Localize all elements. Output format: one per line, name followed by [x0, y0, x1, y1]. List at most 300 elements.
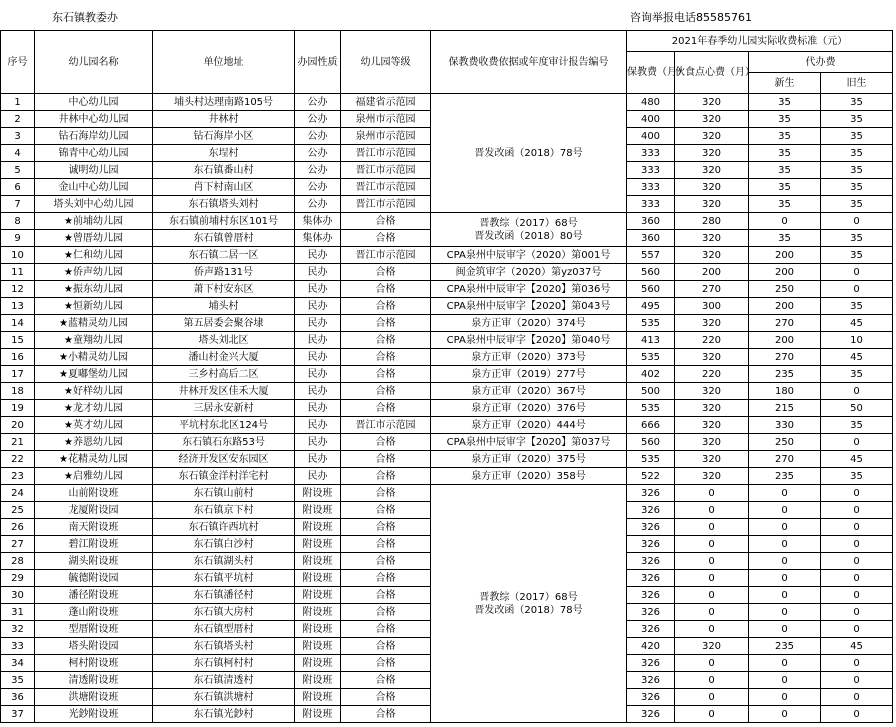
cell-tuition: 400 — [627, 111, 675, 128]
cell-basis-merged: 晋发改函（2018）78号 — [431, 94, 627, 213]
cell-new: 35 — [749, 128, 821, 145]
cell-name: 毓德附设园 — [35, 570, 153, 587]
cell-tuition: 360 — [627, 213, 675, 230]
cell-tuition: 326 — [627, 587, 675, 604]
cell-basis: 泉方正审（2019）277号 — [431, 366, 627, 383]
cell-meal: 320 — [675, 179, 749, 196]
cell-new: 0 — [749, 519, 821, 536]
table-row — [1, 417, 893, 434]
cell-tuition: 333 — [627, 162, 675, 179]
table-row — [1, 94, 893, 111]
cell-address: 侨声路131号 — [153, 264, 295, 281]
cell-grade: 合格 — [341, 434, 431, 451]
cell-address: 东石镇塔头刘村 — [153, 196, 295, 213]
cell-grade: 合格 — [341, 315, 431, 332]
cell-old: 45 — [821, 451, 893, 468]
cell-new: 0 — [749, 213, 821, 230]
cell-name: 潘径附设班 — [35, 587, 153, 604]
basis-line: 晋教综（2017）68号 — [479, 591, 578, 603]
cell-meal: 320 — [675, 434, 749, 451]
cell-old: 35 — [821, 162, 893, 179]
cell-nature: 民办 — [295, 468, 341, 485]
cell-tuition: 402 — [627, 366, 675, 383]
cell-grade: 合格 — [341, 604, 431, 621]
cell-new: 235 — [749, 638, 821, 655]
basis-line: 晋发改函（2018）80号 — [474, 230, 583, 242]
cell-new: 35 — [749, 145, 821, 162]
cell-grade: 合格 — [341, 536, 431, 553]
col-meal: 伙食点心费（月） — [675, 52, 749, 94]
cell-name: ★花精灵幼儿园 — [35, 451, 153, 468]
cell-tuition: 557 — [627, 247, 675, 264]
cell-no: 3 — [1, 128, 35, 145]
cell-old: 35 — [821, 230, 893, 247]
cell-no: 25 — [1, 502, 35, 519]
cell-address: 东石镇番山村 — [153, 162, 295, 179]
table-row — [1, 281, 893, 298]
cell-no: 26 — [1, 519, 35, 536]
table-body — [1, 94, 893, 723]
cell-nature: 民办 — [295, 332, 341, 349]
cell-name: ★侨声幼儿园 — [35, 264, 153, 281]
cell-grade: 合格 — [341, 638, 431, 655]
cell-old: 10 — [821, 332, 893, 349]
cell-new: 200 — [749, 332, 821, 349]
cell-no: 34 — [1, 655, 35, 672]
cell-basis: 泉方正审（2020）374号 — [431, 315, 627, 332]
col-agency: 代办费 — [749, 52, 893, 73]
cell-nature: 附设班 — [295, 706, 341, 723]
cell-tuition: 495 — [627, 298, 675, 315]
cell-old: 0 — [821, 621, 893, 638]
cell-no: 9 — [1, 230, 35, 247]
cell-meal: 0 — [675, 587, 749, 604]
cell-basis: 泉方正审（2020）444号 — [431, 417, 627, 434]
cell-new: 250 — [749, 434, 821, 451]
cell-nature: 民办 — [295, 434, 341, 451]
cell-nature: 民办 — [295, 366, 341, 383]
cell-tuition: 326 — [627, 570, 675, 587]
cell-old: 35 — [821, 366, 893, 383]
table-row — [1, 247, 893, 264]
cell-address: 东石镇前埔村东区101号 — [153, 213, 295, 230]
cell-tuition: 326 — [627, 706, 675, 723]
cell-tuition: 326 — [627, 689, 675, 706]
cell-no: 32 — [1, 621, 35, 638]
cell-new: 0 — [749, 485, 821, 502]
basis-line: 晋发改函（2018）78号 — [474, 604, 583, 616]
cell-grade: 合格 — [341, 468, 431, 485]
cell-old: 35 — [821, 128, 893, 145]
col-fee-standard: 2021年春季幼儿园实际收费标准（元） — [627, 31, 893, 52]
cell-old: 35 — [821, 468, 893, 485]
cell-grade: 合格 — [341, 213, 431, 230]
cell-address: 东埕村 — [153, 145, 295, 162]
cell-meal: 320 — [675, 468, 749, 485]
cell-old: 0 — [821, 587, 893, 604]
cell-tuition: 333 — [627, 179, 675, 196]
cell-nature: 附设班 — [295, 672, 341, 689]
cell-no: 30 — [1, 587, 35, 604]
cell-grade: 福建省示范园 — [341, 94, 431, 111]
cell-nature: 公办 — [295, 162, 341, 179]
cell-nature: 公办 — [295, 179, 341, 196]
cell-address: 经济开发区安东园区 — [153, 451, 295, 468]
cell-no: 20 — [1, 417, 35, 434]
cell-name: ★仁和幼儿园 — [35, 247, 153, 264]
cell-tuition: 326 — [627, 672, 675, 689]
cell-tuition: 326 — [627, 655, 675, 672]
cell-address: 三居永安新村 — [153, 400, 295, 417]
cell-meal: 280 — [675, 213, 749, 230]
cell-new: 0 — [749, 587, 821, 604]
cell-meal: 220 — [675, 366, 749, 383]
col-basis: 保教费收费依据或年度审计报告编号 — [431, 31, 627, 94]
cell-tuition: 560 — [627, 281, 675, 298]
cell-grade: 合格 — [341, 502, 431, 519]
cell-new: 35 — [749, 179, 821, 196]
table-row — [1, 315, 893, 332]
cell-grade: 合格 — [341, 281, 431, 298]
cell-name: ★恒新幼儿园 — [35, 298, 153, 315]
col-old: 旧生 — [821, 73, 893, 94]
cell-name: ★前埔幼儿园 — [35, 213, 153, 230]
cell-meal: 0 — [675, 672, 749, 689]
col-name: 幼儿园名称 — [35, 31, 153, 94]
cell-old: 35 — [821, 111, 893, 128]
cell-no: 8 — [1, 213, 35, 230]
cell-tuition: 560 — [627, 264, 675, 281]
cell-no: 18 — [1, 383, 35, 400]
cell-meal: 320 — [675, 451, 749, 468]
cell-no: 13 — [1, 298, 35, 315]
cell-meal: 320 — [675, 349, 749, 366]
cell-grade: 晋江市示范园 — [341, 247, 431, 264]
cell-meal: 320 — [675, 315, 749, 332]
cell-name: 清透附设班 — [35, 672, 153, 689]
cell-tuition: 535 — [627, 451, 675, 468]
cell-meal: 320 — [675, 247, 749, 264]
cell-no: 10 — [1, 247, 35, 264]
cell-name: 诚明幼儿园 — [35, 162, 153, 179]
cell-name: 蓬山附设班 — [35, 604, 153, 621]
cell-meal: 320 — [675, 417, 749, 434]
cell-tuition: 360 — [627, 230, 675, 247]
cell-grade: 晋江市示范园 — [341, 162, 431, 179]
cell-grade: 合格 — [341, 451, 431, 468]
cell-old: 35 — [821, 247, 893, 264]
cell-name: ★童翔幼儿园 — [35, 332, 153, 349]
cell-nature: 民办 — [295, 383, 341, 400]
cell-name: 湖头附设班 — [35, 553, 153, 570]
cell-new: 250 — [749, 281, 821, 298]
cell-address: 肖下村南山区 — [153, 179, 295, 196]
cell-name: 洪塘附设班 — [35, 689, 153, 706]
cell-meal: 320 — [675, 94, 749, 111]
cell-no: 19 — [1, 400, 35, 417]
cell-grade: 合格 — [341, 332, 431, 349]
cell-nature: 附设班 — [295, 638, 341, 655]
col-grade: 幼儿园等级 — [341, 31, 431, 94]
cell-name: 型厝附设班 — [35, 621, 153, 638]
cell-meal: 320 — [675, 162, 749, 179]
cell-old: 0 — [821, 672, 893, 689]
cell-meal: 0 — [675, 689, 749, 706]
cell-tuition: 480 — [627, 94, 675, 111]
cell-address: 东石镇光鈔村 — [153, 706, 295, 723]
table-header — [1, 31, 893, 94]
cell-tuition: 333 — [627, 196, 675, 213]
cell-old: 35 — [821, 94, 893, 111]
cell-no: 1 — [1, 94, 35, 111]
cell-meal: 270 — [675, 281, 749, 298]
cell-meal: 200 — [675, 264, 749, 281]
cell-basis: CPA泉州中辰审字（2020）第001号 — [431, 247, 627, 264]
cell-old: 0 — [821, 536, 893, 553]
cell-no: 14 — [1, 315, 35, 332]
cell-tuition: 560 — [627, 434, 675, 451]
cell-meal: 0 — [675, 502, 749, 519]
cell-name: 光鈔附设班 — [35, 706, 153, 723]
cell-grade: 合格 — [341, 485, 431, 502]
cell-old: 0 — [821, 281, 893, 298]
cell-old: 35 — [821, 196, 893, 213]
cell-new: 0 — [749, 655, 821, 672]
cell-tuition: 326 — [627, 519, 675, 536]
cell-nature: 附设班 — [295, 621, 341, 638]
cell-meal: 320 — [675, 128, 749, 145]
cell-new: 200 — [749, 264, 821, 281]
cell-nature: 附设班 — [295, 570, 341, 587]
cell-tuition: 522 — [627, 468, 675, 485]
cell-meal: 220 — [675, 332, 749, 349]
cell-nature: 民办 — [295, 247, 341, 264]
col-tuition: 保教费（月） — [627, 52, 675, 94]
cell-no: 31 — [1, 604, 35, 621]
cell-name: 金山中心幼儿园 — [35, 179, 153, 196]
cell-name: 中心幼儿园 — [35, 94, 153, 111]
cell-tuition: 500 — [627, 383, 675, 400]
cell-grade: 晋江市示范园 — [341, 179, 431, 196]
cell-new: 270 — [749, 315, 821, 332]
cell-old: 0 — [821, 485, 893, 502]
cell-nature: 公办 — [295, 111, 341, 128]
cell-basis: 闽金筑审字（2020）第yz037号 — [431, 264, 627, 281]
cell-old: 0 — [821, 655, 893, 672]
cell-meal: 0 — [675, 621, 749, 638]
cell-tuition: 535 — [627, 349, 675, 366]
cell-grade: 晋江市示范园 — [341, 417, 431, 434]
cell-meal: 0 — [675, 706, 749, 723]
cell-address: 东石镇塔头村 — [153, 638, 295, 655]
cell-address: 塔头刘北区 — [153, 332, 295, 349]
cell-new: 0 — [749, 570, 821, 587]
cell-meal: 0 — [675, 570, 749, 587]
table-row — [1, 298, 893, 315]
cell-tuition: 326 — [627, 502, 675, 519]
cell-grade: 合格 — [341, 706, 431, 723]
cell-nature: 公办 — [295, 145, 341, 162]
cell-grade: 合格 — [341, 349, 431, 366]
cell-grade: 晋江市示范园 — [341, 145, 431, 162]
cell-address: 第五居委会聚谷埭 — [153, 315, 295, 332]
cell-grade: 合格 — [341, 264, 431, 281]
cell-new: 215 — [749, 400, 821, 417]
cell-new: 200 — [749, 298, 821, 315]
cell-address: 井林村 — [153, 111, 295, 128]
table-row — [1, 451, 893, 468]
cell-basis: 泉方正审（2020）376号 — [431, 400, 627, 417]
cell-meal: 300 — [675, 298, 749, 315]
cell-new: 0 — [749, 536, 821, 553]
cell-nature: 民办 — [295, 315, 341, 332]
col-nature: 办园性质 — [295, 31, 341, 94]
cell-address: 埔头村 — [153, 298, 295, 315]
cell-old: 35 — [821, 179, 893, 196]
cell-nature: 附设班 — [295, 655, 341, 672]
cell-address: 东石镇二居一区 — [153, 247, 295, 264]
cell-new: 270 — [749, 349, 821, 366]
cell-tuition: 666 — [627, 417, 675, 434]
cell-name: 井林中心幼儿园 — [35, 111, 153, 128]
cell-address: 东石镇平坑村 — [153, 570, 295, 587]
cell-grade: 泉州市示范园 — [341, 128, 431, 145]
table-row — [1, 383, 893, 400]
cell-address: 东石镇清透村 — [153, 672, 295, 689]
cell-no: 6 — [1, 179, 35, 196]
cell-old: 0 — [821, 604, 893, 621]
cell-old: 35 — [821, 145, 893, 162]
cell-nature: 附设班 — [295, 536, 341, 553]
table-row — [1, 400, 893, 417]
cell-nature: 附设班 — [295, 604, 341, 621]
cell-address: 东石镇白沙村 — [153, 536, 295, 553]
cell-tuition: 326 — [627, 536, 675, 553]
cell-nature: 附设班 — [295, 502, 341, 519]
cell-tuition: 326 — [627, 485, 675, 502]
cell-tuition: 333 — [627, 145, 675, 162]
cell-basis-merged — [431, 485, 627, 723]
cell-grade: 合格 — [341, 655, 431, 672]
cell-no: 29 — [1, 570, 35, 587]
cell-no: 4 — [1, 145, 35, 162]
cell-new: 180 — [749, 383, 821, 400]
cell-new: 0 — [749, 672, 821, 689]
cell-nature: 附设班 — [295, 519, 341, 536]
cell-no: 33 — [1, 638, 35, 655]
cell-no: 35 — [1, 672, 35, 689]
cell-tuition: 326 — [627, 604, 675, 621]
cell-name: ★小精灵幼儿园 — [35, 349, 153, 366]
cell-old: 35 — [821, 417, 893, 434]
cell-nature: 公办 — [295, 196, 341, 213]
cell-tuition: 420 — [627, 638, 675, 655]
cell-meal: 320 — [675, 196, 749, 213]
cell-nature: 附设班 — [295, 553, 341, 570]
cell-address: 东石镇潘径村 — [153, 587, 295, 604]
cell-address: 东石镇石东路53号 — [153, 434, 295, 451]
cell-basis: 泉方正审（2020）375号 — [431, 451, 627, 468]
cell-no: 5 — [1, 162, 35, 179]
cell-name: 龙厦附设园 — [35, 502, 153, 519]
cell-name: 钻石海岸幼儿园 — [35, 128, 153, 145]
cell-grade: 合格 — [341, 366, 431, 383]
cell-meal: 320 — [675, 383, 749, 400]
cell-old: 35 — [821, 298, 893, 315]
cell-grade: 合格 — [341, 298, 431, 315]
cell-name: 南天附设班 — [35, 519, 153, 536]
cell-nature: 民办 — [295, 264, 341, 281]
sheet-header — [0, 0, 896, 30]
table-row — [1, 366, 893, 383]
cell-address: 东石镇许西坑村 — [153, 519, 295, 536]
cell-address: 东石镇湖头村 — [153, 553, 295, 570]
cell-no: 23 — [1, 468, 35, 485]
cell-grade: 合格 — [341, 553, 431, 570]
cell-tuition: 326 — [627, 553, 675, 570]
table-row — [1, 213, 893, 230]
cell-new: 0 — [749, 502, 821, 519]
cell-tuition: 400 — [627, 128, 675, 145]
cell-old: 45 — [821, 349, 893, 366]
cell-nature: 民办 — [295, 417, 341, 434]
cell-new: 35 — [749, 111, 821, 128]
cell-no: 27 — [1, 536, 35, 553]
cell-grade: 合格 — [341, 400, 431, 417]
cell-new: 235 — [749, 468, 821, 485]
cell-nature: 民办 — [295, 400, 341, 417]
cell-nature: 附设班 — [295, 485, 341, 502]
cell-nature: 公办 — [295, 94, 341, 111]
cell-old: 0 — [821, 502, 893, 519]
cell-new: 235 — [749, 366, 821, 383]
cell-old: 0 — [821, 213, 893, 230]
cell-meal: 320 — [675, 400, 749, 417]
cell-name: ★蓝精灵幼儿园 — [35, 315, 153, 332]
cell-no: 36 — [1, 689, 35, 706]
cell-name: ★好样幼儿园 — [35, 383, 153, 400]
cell-meal: 0 — [675, 485, 749, 502]
basis-line: 晋教综（2017）68号 — [479, 217, 578, 229]
cell-nature: 附设班 — [295, 689, 341, 706]
cell-basis: CPA泉州中辰审字【2020】第043号 — [431, 298, 627, 315]
cell-new: 270 — [749, 451, 821, 468]
col-no: 序号 — [1, 31, 35, 94]
cell-meal: 320 — [675, 638, 749, 655]
cell-address: 东石镇曾厝村 — [153, 230, 295, 247]
cell-name: ★振东幼儿园 — [35, 281, 153, 298]
cell-address: 潘山村金兴大厦 — [153, 349, 295, 366]
cell-old: 0 — [821, 570, 893, 587]
cell-name: ★曾厝幼儿园 — [35, 230, 153, 247]
cell-no: 21 — [1, 434, 35, 451]
cell-no: 28 — [1, 553, 35, 570]
cell-meal: 0 — [675, 553, 749, 570]
cell-no: 16 — [1, 349, 35, 366]
cell-tuition: 535 — [627, 400, 675, 417]
cell-grade: 合格 — [341, 621, 431, 638]
cell-new: 35 — [749, 94, 821, 111]
cell-grade: 合格 — [341, 570, 431, 587]
cell-address: 东石镇洪塘村 — [153, 689, 295, 706]
cell-name: ★龙才幼儿园 — [35, 400, 153, 417]
cell-address: 三乡村高后二区 — [153, 366, 295, 383]
col-address: 单位地址 — [153, 31, 295, 94]
cell-tuition: 413 — [627, 332, 675, 349]
cell-nature: 集体办 — [295, 213, 341, 230]
cell-nature: 民办 — [295, 281, 341, 298]
table-row — [1, 264, 893, 281]
